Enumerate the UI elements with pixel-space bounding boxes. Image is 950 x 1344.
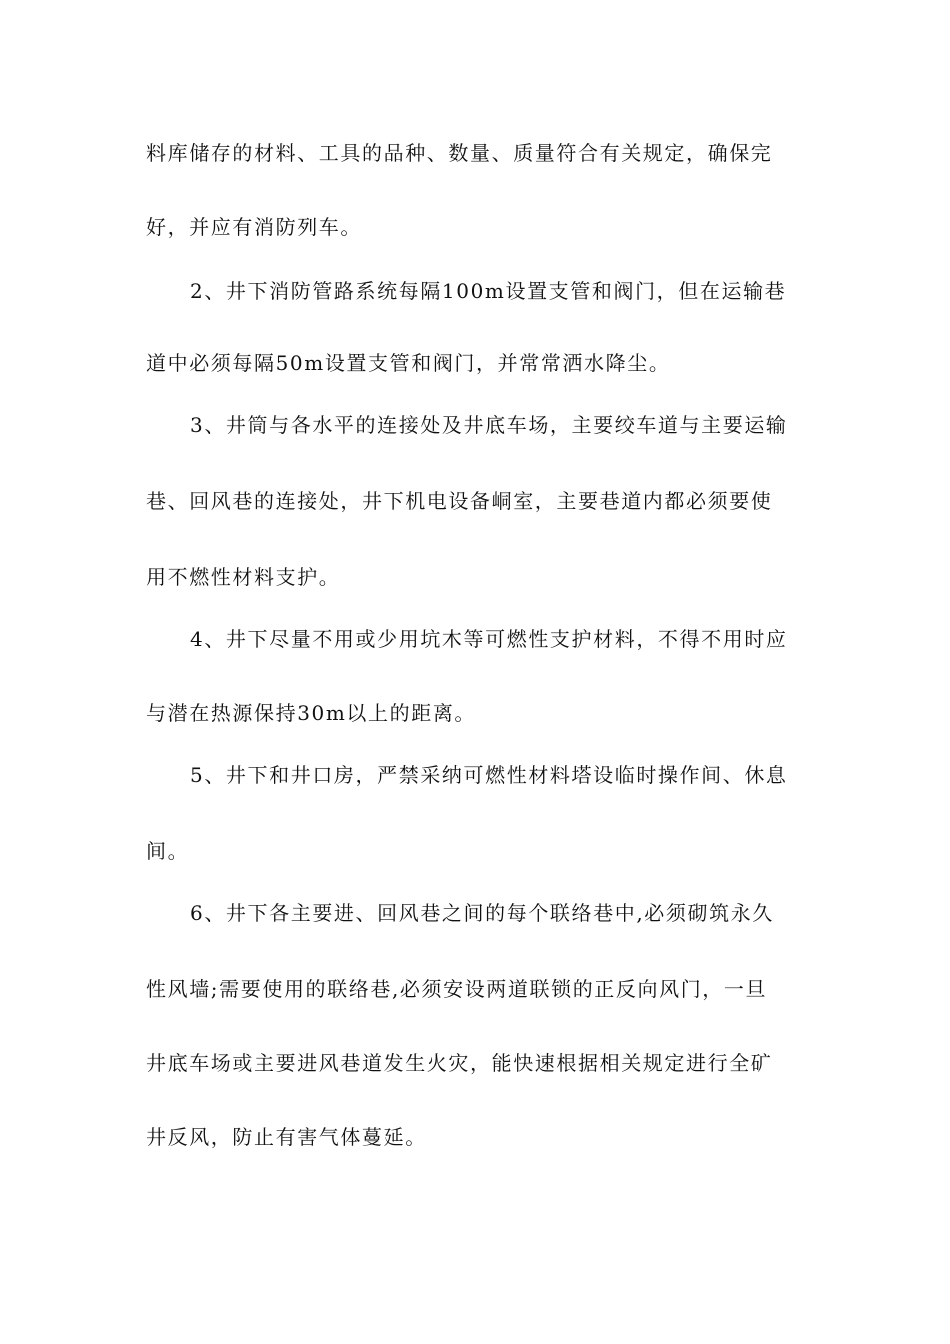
text-line: 巷、回风巷的连接处，井下机电设备峒室，主要巷道内都必须要使 — [146, 489, 773, 513]
paragraph-6-start: 6、井下各主要进、回风巷之间的每个联络巷中,必须砌筑永久 — [190, 901, 774, 925]
text-line: 用不燃性材料支护。 — [146, 565, 341, 589]
text-line: 道中必须每隔50m设置支管和阀门，并常常洒水降尘。 — [146, 351, 671, 375]
text-line: 料库储存的材料、工具的品种、数量、质量符合有关规定，确保完 — [146, 141, 773, 165]
text-line: 井底车场或主要进风巷道发生火灾，能快速根据相关规定进行全矿 — [146, 1051, 773, 1075]
text-line: 间。 — [146, 839, 190, 863]
text-line: 与潜在热源保持30m以上的距离。 — [146, 701, 477, 725]
text-line: 井反风，防止有害气体蔓延。 — [146, 1125, 427, 1149]
text-line: 性风墙;需要使用的联络巷,必须安设两道联锁的正反向风门，一旦 — [146, 977, 768, 1001]
paragraph-4-start: 4、井下尽量不用或少用坑木等可燃性支护材料，不得不用时应 — [190, 627, 788, 651]
paragraph-3-start: 3、井筒与各水平的连接处及井底车场，主要绞车道与主要运输 — [190, 413, 788, 437]
text-line: 好，并应有消防列车。 — [146, 215, 362, 239]
paragraph-5-start: 5、井下和井口房，严禁采纳可燃性材料塔设临时操作间、休息 — [190, 763, 788, 787]
paragraph-2-start: 2、井下消防管路系统每隔100m设置支管和阀门，但在运输巷 — [190, 279, 787, 303]
